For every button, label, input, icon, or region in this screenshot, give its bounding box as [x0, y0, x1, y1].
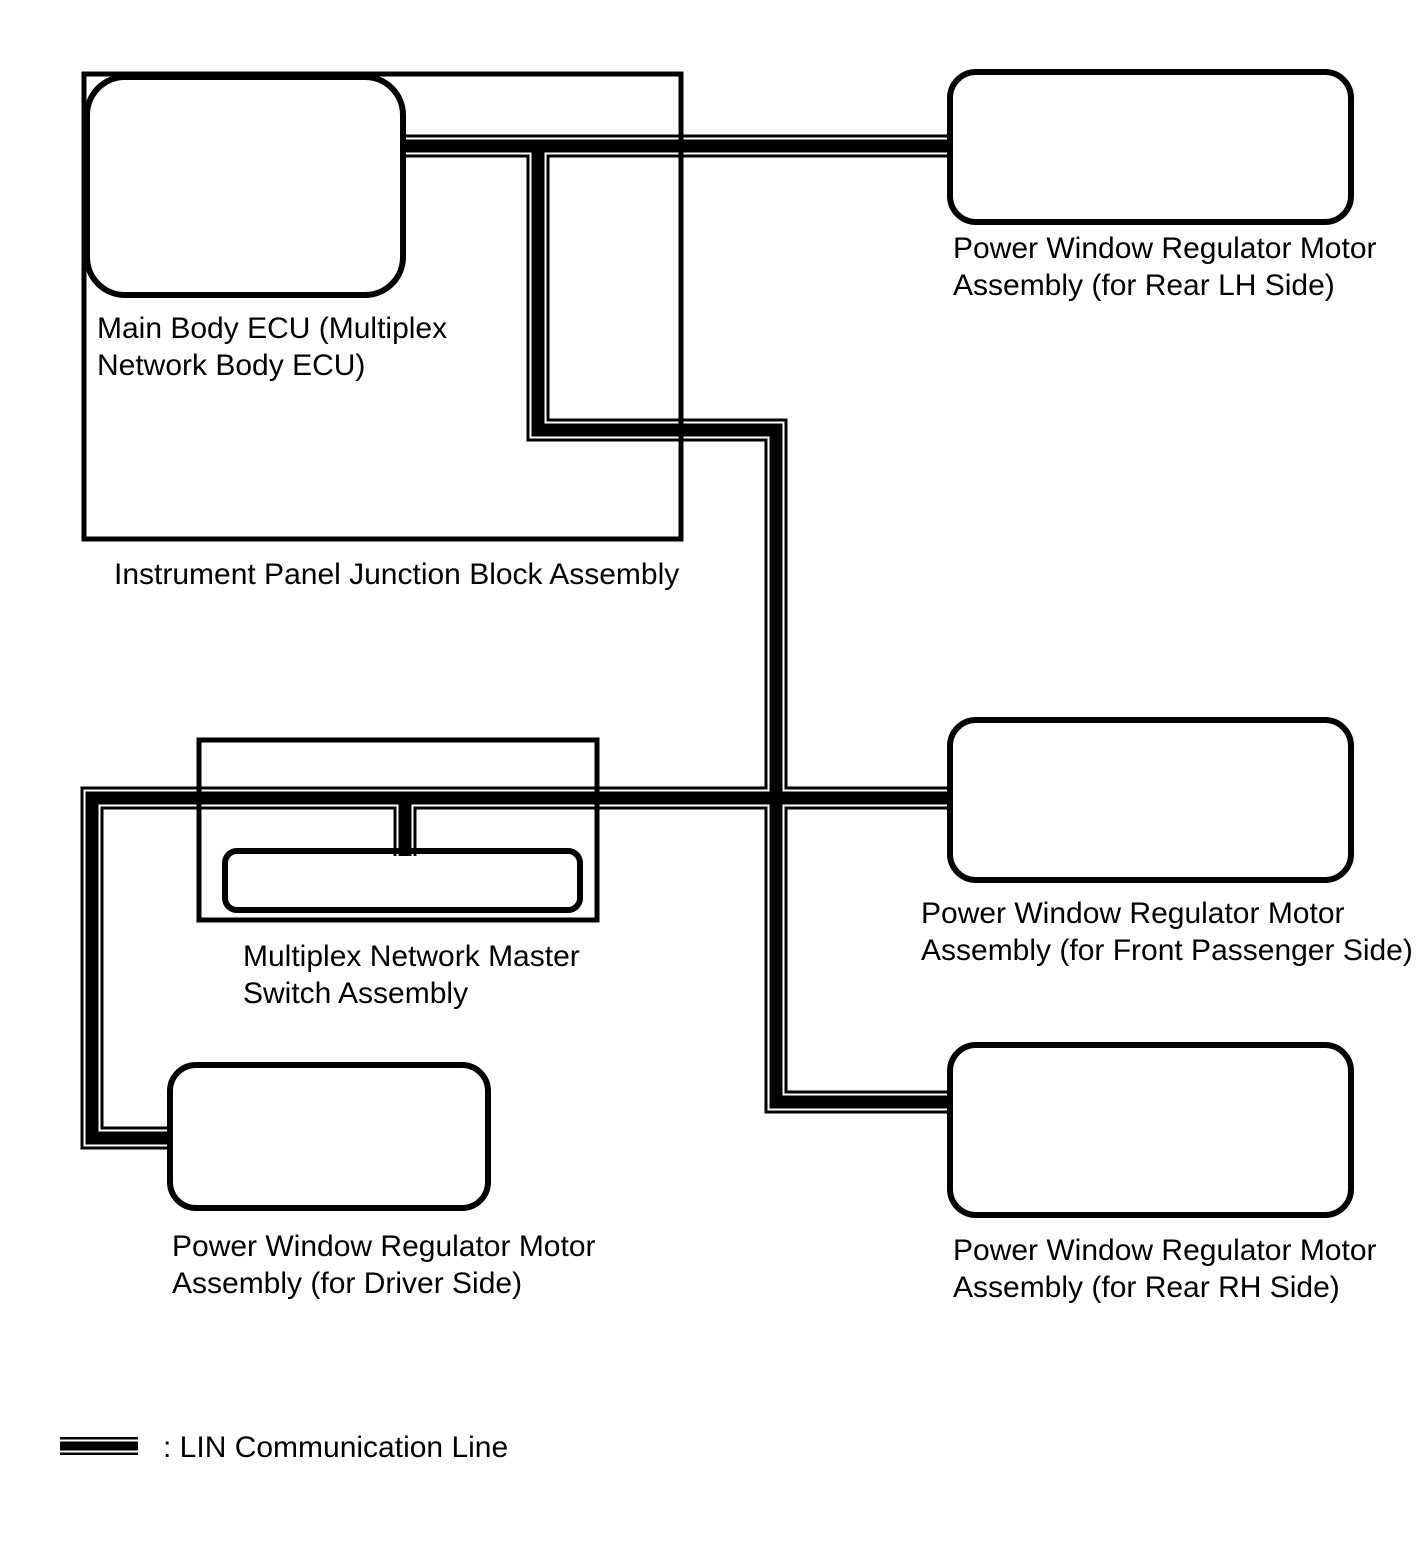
master-switch-inner-box: [225, 851, 580, 910]
rear-rh-motor-box: [950, 1045, 1351, 1215]
label-driver-motor: [172, 1228, 596, 1302]
label-driver-motor-line1: Power Window Regulator Motor: [172, 1230, 596, 1263]
label-instrument-panel-junction-block-line1: Instrument Panel Junction Block Assembly: [114, 558, 680, 591]
label-master-switch-line2: Switch Assembly: [243, 977, 469, 1010]
label-rear-lh-motor-line2: Assembly (for Rear LH Side): [953, 269, 1335, 302]
label-main-body-ecu-line1: Main Body ECU (Multiplex: [97, 312, 448, 345]
label-master-switch: [243, 938, 580, 1012]
label-rear-rh-motor-line2: Assembly (for Rear RH Side): [953, 1271, 1340, 1304]
label-main-body-ecu-line2: Network Body ECU): [97, 349, 366, 382]
label-rear-rh-motor: [953, 1232, 1377, 1306]
front-passenger-motor-box: [950, 720, 1351, 880]
label-main-body-ecu: [97, 310, 447, 384]
lin-line-branch-to-rear-rh: [538, 146, 950, 1102]
label-rear-rh-motor-line1: Power Window Regulator Motor: [953, 1234, 1377, 1267]
label-legend-lin-line-text: : LIN Communication Line: [163, 1431, 509, 1464]
label-front-passenger-motor-line1: Power Window Regulator Motor: [921, 897, 1345, 930]
label-front-passenger-motor: [921, 895, 1413, 969]
driver-motor-box: [170, 1065, 488, 1208]
label-rear-lh-motor: [953, 230, 1377, 304]
label-legend-lin-line: [163, 1429, 508, 1466]
lin-line-branch-to-rear-rh-core: [538, 146, 950, 1102]
label-front-passenger-motor-line2: Assembly (for Front Passenger Side): [921, 934, 1413, 967]
label-instrument-panel-junction-block: [114, 556, 679, 593]
label-rear-lh-motor-line1: Power Window Regulator Motor: [953, 232, 1377, 265]
main-body-ecu-box: [87, 77, 403, 295]
lin-line-branch-to-rear-rh-gap: [538, 146, 950, 1102]
label-master-switch-line1: Multiplex Network Master: [243, 940, 580, 973]
label-driver-motor-line2: Assembly (for Driver Side): [172, 1267, 523, 1300]
rear-lh-motor-box: [950, 72, 1351, 222]
